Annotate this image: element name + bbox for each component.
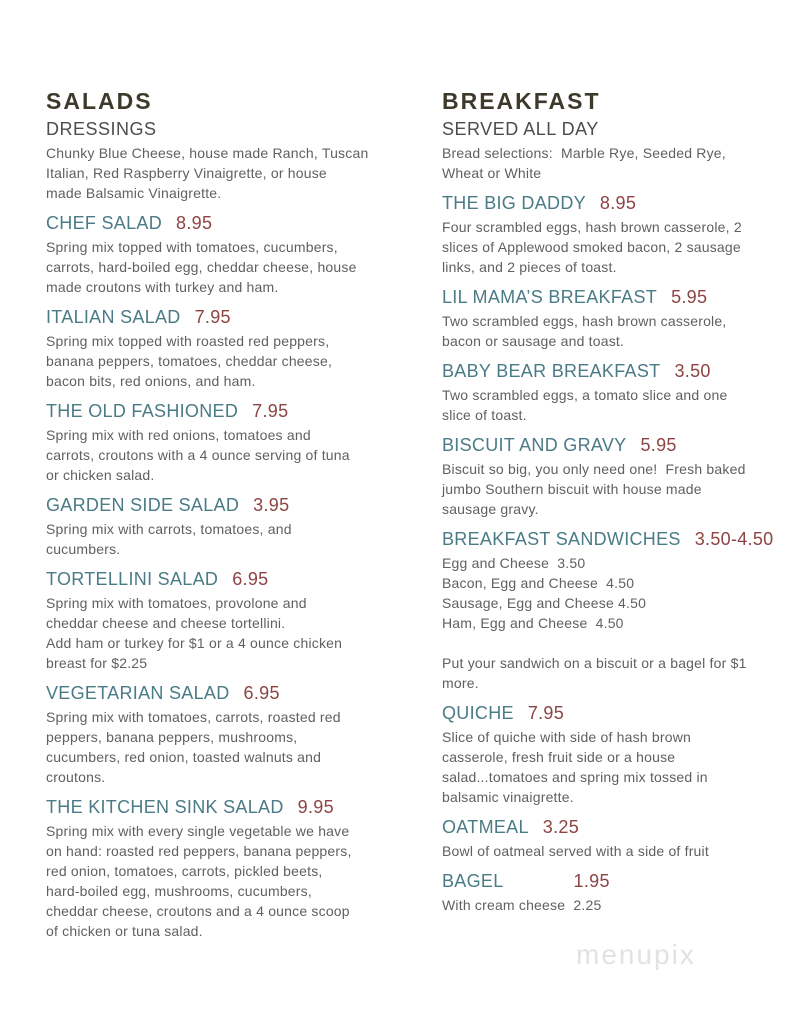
item-price: 8.95	[599, 193, 637, 213]
item-price: 3.25	[542, 817, 580, 837]
item-heading	[442, 192, 791, 215]
item-price: 3.50-4.50	[694, 529, 774, 549]
menu-item	[46, 568, 406, 673]
item-heading	[46, 796, 406, 819]
intro-line: Italian, Red Raspberry Vinaigrette, or house	[46, 165, 327, 181]
item-heading	[46, 400, 406, 423]
item-description	[46, 519, 406, 559]
item-list	[46, 212, 406, 941]
item-heading	[46, 494, 406, 517]
description-line: Spring mix with tomatoes, provolone and	[46, 595, 307, 611]
menu-item	[46, 306, 406, 391]
item-heading	[46, 682, 406, 705]
item-heading	[442, 360, 791, 383]
menu-item	[46, 400, 406, 485]
menu-item	[442, 816, 791, 861]
description-line: Egg and Cheese 3.50	[442, 555, 586, 571]
item-heading	[442, 286, 791, 309]
description-line: bacon or sausage and toast.	[442, 333, 625, 349]
item-price: 6.95	[232, 569, 269, 589]
intro-line: made Balsamic Vinaigrette.	[46, 185, 222, 201]
item-description	[442, 385, 791, 425]
item-description	[46, 425, 406, 485]
description-line: Spring mix with carrots, tomatoes, and	[46, 521, 292, 537]
description-line: Spring mix topped with tomatoes, cucumbers,	[46, 239, 338, 255]
item-name: ITALIAN SALAD	[46, 307, 181, 327]
description-line: peppers, banana peppers, mushrooms,	[46, 729, 298, 745]
item-name: THE KITCHEN SINK SALAD	[46, 797, 284, 817]
item-name: THE OLD FASHIONED	[46, 401, 239, 421]
description-line: carrots, hard-boiled egg, cheddar cheese, house	[46, 259, 357, 275]
menu-item	[46, 212, 406, 297]
description-line: Bacon, Egg and Cheese 4.50	[442, 575, 635, 591]
description-line: made croutons with turkey and ham.	[46, 279, 279, 295]
menu-item	[442, 286, 791, 351]
description-line: Four scrambled eggs, hash brown casserole, 2	[442, 219, 742, 235]
item-heading	[442, 528, 791, 551]
item-price: 7.95	[252, 401, 289, 421]
description-line: slice of toast.	[442, 407, 527, 423]
description-line: Spring mix with red onions, tomatoes and	[46, 427, 311, 443]
item-price: 5.95	[640, 435, 677, 455]
item-price: 9.95	[297, 797, 334, 817]
section-title: SALADS	[46, 88, 153, 114]
section-subtitle: SERVED ALL DAY	[442, 119, 599, 139]
description-line: bacon bits, red onions, and ham.	[46, 373, 256, 389]
description-line: on hand: roasted red peppers, banana peppers,	[46, 843, 352, 859]
item-description	[442, 895, 791, 915]
note-line: more.	[442, 675, 479, 691]
description-line: slices of Applewood smoked bacon, 2 sausage	[442, 239, 741, 255]
item-description	[442, 553, 791, 633]
menu-item	[46, 796, 406, 941]
intro-line: Bread selections: Marble Rye, Seeded Rye,	[442, 145, 726, 161]
menu-item	[442, 870, 791, 915]
description-line: Spring mix with every single vegetable we have	[46, 823, 350, 839]
item-heading	[442, 434, 791, 457]
item-name: LIL MAMA’S BREAKFAST	[442, 287, 658, 307]
menu-item	[46, 494, 406, 559]
item-description	[46, 593, 406, 673]
item-heading	[442, 702, 791, 725]
item-name: BISCUIT AND GRAVY	[442, 435, 627, 455]
description-line: salad...tomatoes and spring mix tossed in	[442, 769, 708, 785]
watermark-menupix: menupix	[576, 939, 696, 970]
item-description	[442, 459, 791, 519]
item-description	[46, 331, 406, 391]
description-line: hard-boiled egg, mushrooms, cucumbers,	[46, 883, 312, 899]
menu-item	[442, 702, 791, 807]
description-line: cheddar cheese and cheese tortellini.	[46, 615, 286, 631]
item-name: CHEF SALAD	[46, 213, 163, 233]
section-intro	[442, 143, 791, 183]
item-description	[442, 217, 791, 277]
item-name: OATMEAL	[442, 817, 529, 837]
section-title: BREAKFAST	[442, 88, 601, 114]
description-line: or chicken salad.	[46, 467, 155, 483]
menu-column-salads	[46, 88, 406, 941]
item-heading	[46, 306, 406, 329]
description-line: Biscuit so big, you only need one! Fresh baked	[442, 461, 746, 477]
description-line: of chicken or tuna salad.	[46, 923, 203, 939]
menu-item	[442, 528, 791, 693]
item-description	[46, 237, 406, 297]
description-line: cucumbers, red onion, toasted walnuts and	[46, 749, 322, 765]
item-price: 7.95	[527, 703, 565, 723]
description-line: carrots, croutons with a 4 ounce serving of tuna	[46, 447, 350, 463]
item-heading	[46, 212, 406, 235]
description-line: Two scrambled eggs, hash brown casserole,	[442, 313, 727, 329]
description-line: Add ham or turkey for $1 or a 4 ounce chicken	[46, 635, 343, 651]
item-note	[442, 653, 791, 693]
item-description	[442, 841, 791, 861]
description-line: Spring mix with tomatoes, carrots, roasted red	[46, 709, 341, 725]
item-price: 1.95	[573, 871, 610, 891]
intro-line: Chunky Blue Cheese, house made Ranch, Tuscan	[46, 145, 369, 161]
item-price: 8.95	[176, 213, 213, 233]
description-line: With cream cheese 2.25	[442, 897, 602, 913]
item-heading	[442, 816, 791, 839]
description-line: cucumbers.	[46, 541, 121, 557]
menu-item	[442, 360, 791, 425]
description-line: cheddar cheese, croutons and a 4 ounce scoop	[46, 903, 350, 919]
description-line: banana peppers, tomatoes, cheddar cheese,	[46, 353, 333, 369]
item-price: 6.95	[243, 683, 280, 703]
menu-column-breakfast	[442, 88, 791, 915]
description-line: Slice of quiche with side of hash brown	[442, 729, 692, 745]
item-heading	[442, 870, 791, 893]
description-line: Spring mix topped with roasted red peppers,	[46, 333, 330, 349]
description-line: red onion, tomatoes, carrots, pickled beets,	[46, 863, 323, 879]
item-name: BAGEL	[442, 871, 504, 891]
menu-item	[442, 434, 791, 519]
item-name: TORTELLINI SALAD	[46, 569, 219, 589]
description-line: jumbo Southern biscuit with house made	[442, 481, 702, 497]
description-line: links, and 2 pieces of toast.	[442, 259, 617, 275]
description-line: casserole, fresh fruit side or a house	[442, 749, 676, 765]
item-description	[442, 727, 791, 807]
item-name: THE BIG DADDY	[442, 193, 586, 213]
item-description	[46, 821, 406, 941]
item-description	[46, 707, 406, 787]
description-line: Ham, Egg and Cheese 4.50	[442, 615, 624, 631]
item-name: BABY BEAR BREAKFAST	[442, 361, 661, 381]
description-line: Sausage, Egg and Cheese 4.50	[442, 595, 647, 611]
description-line: breast for $2.25	[46, 655, 148, 671]
section-subtitle: DRESSINGS	[46, 119, 157, 139]
intro-line: Wheat or White	[442, 165, 542, 181]
item-price: 7.95	[194, 307, 231, 327]
menu-item	[442, 192, 791, 277]
description-line: Two scrambled eggs, a tomato slice and one	[442, 387, 728, 403]
item-name: GARDEN SIDE SALAD	[46, 495, 240, 515]
item-name: VEGETARIAN SALAD	[46, 683, 230, 703]
section-intro	[46, 143, 406, 203]
item-price: 3.95	[253, 495, 290, 515]
description-line: balsamic vinaigrette.	[442, 789, 574, 805]
menu-item	[46, 682, 406, 787]
description-line: croutons.	[46, 769, 106, 785]
item-price: 5.95	[671, 287, 708, 307]
note-line: Put your sandwich on a biscuit or a bagel for $1	[442, 655, 747, 671]
item-description	[442, 311, 791, 351]
item-heading	[46, 568, 406, 591]
item-name: BREAKFAST SANDWICHES	[442, 529, 681, 549]
description-line: Bowl of oatmeal served with a side of fruit	[442, 843, 709, 859]
item-price: 3.50	[674, 361, 711, 381]
item-list	[442, 192, 791, 915]
item-name: QUICHE	[442, 703, 514, 723]
description-line: sausage gravy.	[442, 501, 539, 517]
